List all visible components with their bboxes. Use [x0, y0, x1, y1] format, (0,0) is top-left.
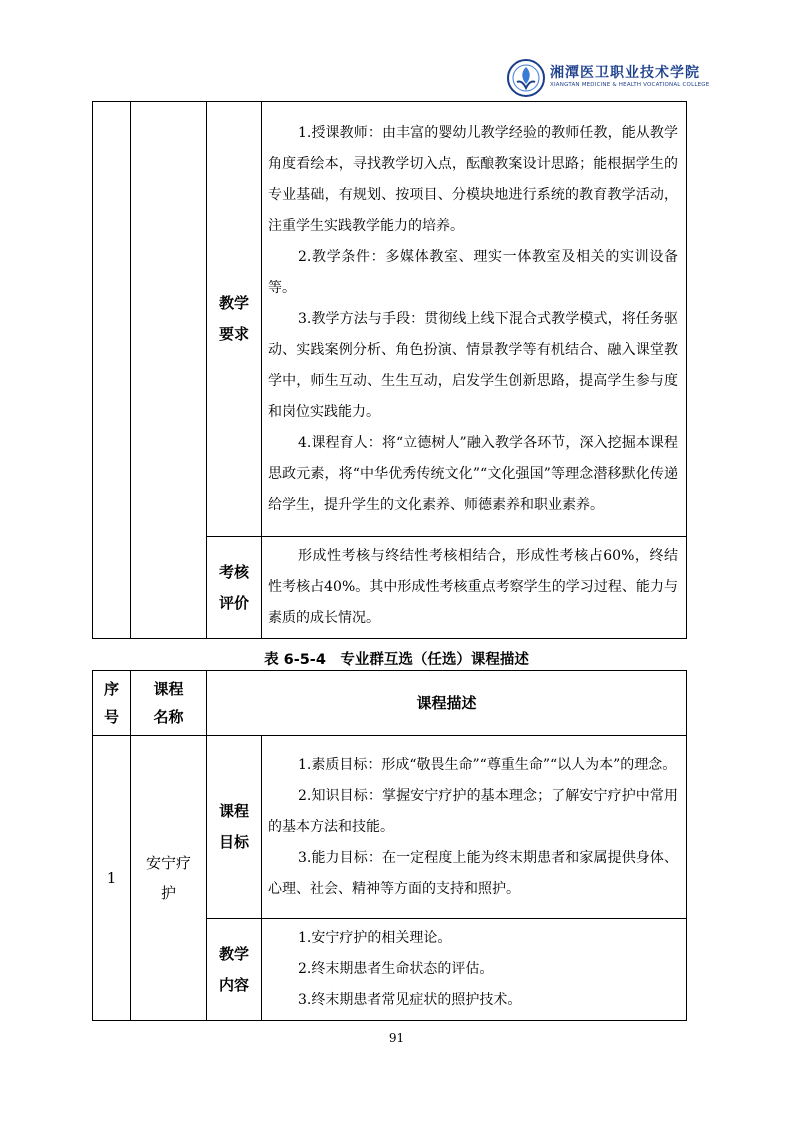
page-number: 91 — [388, 1031, 405, 1045]
paragraph: 1.授课教师：由丰富的婴幼儿教学经验的教师任教，能从教学角度看绘本，寻找教学切入点，酝酿教案设计思路；能根据学生的专业基础，有规划、按项目、分模块地进行系统的教育教学活动，注重学生实践教学能力的培养。 — [268, 125, 678, 234]
paragraph: 3.能力目标：在一定程度上能为终末期患者和家属提供身体、心理、社会、精神等方面的支持和照护。 — [268, 849, 679, 897]
list-item: 1.安宁疗护的相关理论。 — [298, 930, 452, 946]
row-label: 课程 目标 — [207, 736, 262, 919]
course-seq: 1 — [93, 736, 131, 1021]
table-header-row — [93, 671, 687, 736]
header-description: 课程描述 — [207, 671, 687, 736]
school-emblem-icon — [506, 58, 546, 98]
teaching-requirements-table — [92, 101, 687, 639]
list-item: 2.终末期患者生命状态的评估。 — [298, 961, 494, 977]
header-seq: 序 号 — [93, 671, 131, 736]
row-content — [262, 102, 687, 537]
paragraph: 4.课程育人：将“立德树人”融入教学各环节，深入挖掘本课程思政元素，将“中华优秀传统文化”“文化强国”等理念潜移默化传递给学生，提升学生的文化素养、师德素养和职业素养。 — [268, 435, 678, 513]
school-logo — [506, 58, 710, 100]
paragraph: 1.素质目标：形成“敬畏生命”“尊重生命”“以人为本”的理念。 — [298, 756, 677, 773]
row-label: 考核 评价 — [207, 537, 262, 639]
header-course-name: 课程 名称 — [131, 671, 207, 736]
blank-cell — [131, 102, 207, 639]
list-item: 3.终末期患者常见症状的照护技术。 — [298, 992, 522, 1008]
course-description-table — [92, 670, 687, 1021]
paragraph: 2.教学条件：多媒体教室、理实一体教室及相关的实训设备等。 — [268, 249, 678, 296]
course-name: 安宁疗 护 — [131, 736, 207, 1021]
blank-cell — [93, 102, 131, 639]
paragraph: 形成性考核与终结性考核相结合，形成性考核占60%，终结性考核占40%。其中形成性考核重点考察学生的学习过程、能力与素质的成长情况。 — [268, 548, 678, 626]
table-caption: 表 6-5-4 专业群互选（任选）课程描述 — [264, 652, 529, 668]
row-content — [262, 736, 687, 919]
school-name-en: XIANGTAN MEDICINE & HEALTH VOCATIONAL COLLEGE — [550, 82, 710, 88]
paragraph: 2.知识目标：掌握安宁疗护的基本理念；了解安宁疗护中常用的基本方法和技能。 — [268, 787, 679, 835]
school-name-cn: 湘潭医卫职业技术学院 — [550, 65, 700, 81]
table-row — [93, 102, 687, 537]
paragraph: 3.教学方法与手段：贯彻线上线下混合式教学模式，将任务驱动、实践案例分析、角色扮演、情景教学等有机结合、融入课堂教学中，师生互动、生生互动，启发学生创新思路，提高学生参与度和岗位实践能力。 — [268, 311, 678, 420]
row-content — [262, 537, 687, 639]
table-row — [93, 736, 687, 919]
row-label: 教学 内容 — [207, 919, 262, 1021]
row-content — [262, 919, 687, 1021]
row-label: 教学 要求 — [207, 102, 262, 537]
